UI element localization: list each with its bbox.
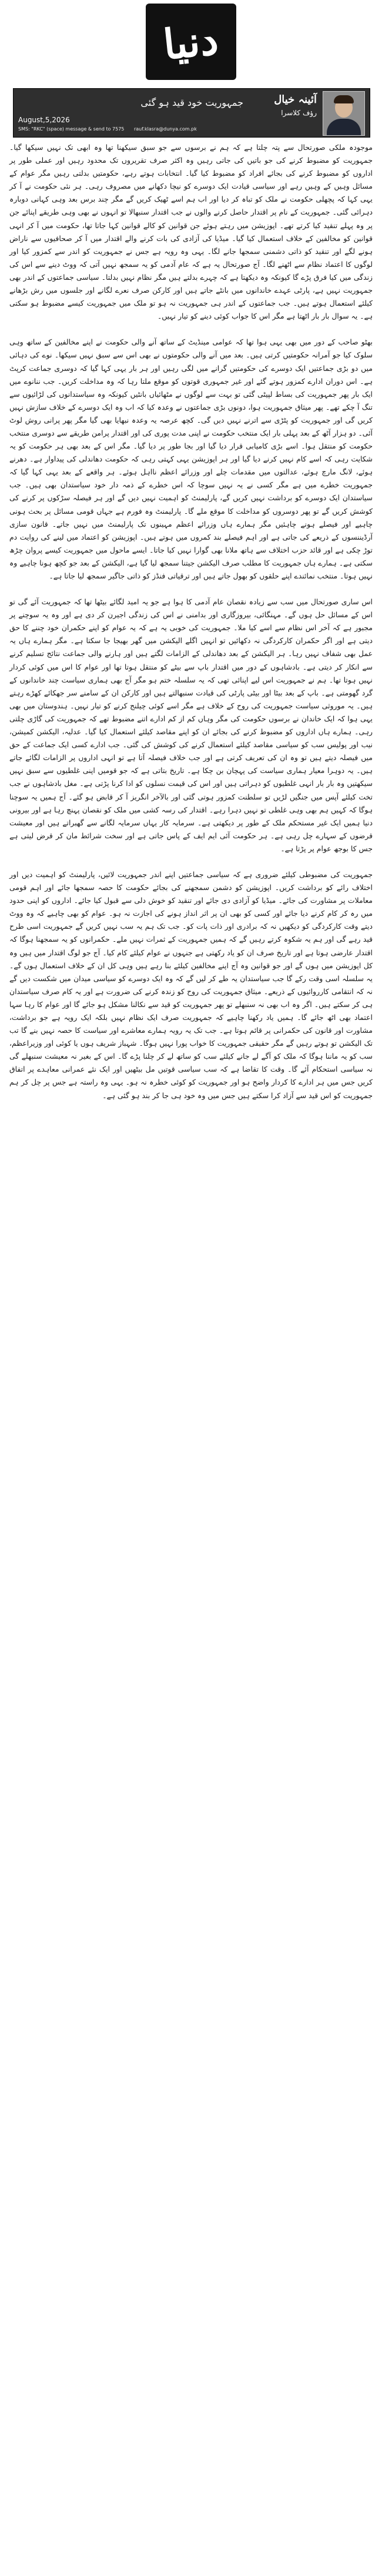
newspaper-logo xyxy=(146,4,236,80)
author-photo xyxy=(323,91,365,136)
contact-info xyxy=(18,126,205,132)
logo-text: دنیا xyxy=(161,14,221,69)
author-name: رؤف کلاسرا xyxy=(281,109,317,117)
article-paragraph: اس ساری صورتحال میں سب سے زیادہ نقصان عام آدمی کا ہوا ہے جو یہ امید لگائے بیٹھا تھا کہ جمہوریت آئے گی تو اس کے مسائل حل ہوں گے۔ مہنگائی، بیروزگاری اور بدامنی نے اس کی زندگی اجیرن کر دی ہے اور وہ یہ سوچنے پر مجبور ہے کہ آخر اس نظام سے اسے کیا ملا۔ جمہوریت کی خوبی یہ ہے کہ یہ عوام کو اپنے حکمران خود چننے کا حق دیتی ہے اور اگر حکمران کارکردگی نہ دکھائیں تو انہیں اگلے الیکشن میں گھر بھیجا جا سکتا ہے۔ مگر ہمارے ہاں یہ عمل بھی شفاف نہیں رہا۔ ہر الیکشن کے بعد دھاندلی کے الزامات لگتے ہیں اور ہارنے والی جماعت نتائج تسلیم کرنے سے انکار کر دیتی ہے۔ بادشاہوں کے دور میں اقتدار باپ سے بیٹے کو منتقل ہوتا تھا اور عوام کا اس میں کوئی کردار نہیں ہوتا تھا۔ ہم نے جمہوریت اس لیے اپنائی تھی کہ یہ سلسلہ ختم ہو مگر آج بھی ہماری سیاست چند خاندانوں کے گرد گھومتی ہے۔ باپ کے بعد بیٹا اور بیٹی پارٹی کی قیادت سنبھالتے ہیں اور کارکن ان کے سامنے سر جھکائے کھڑے رہتے ہیں۔ یہ موروثی سیاست جمہوریت کی روح کے خلاف ہے مگر اسے کوئی چیلنج کرنے کو تیار نہیں۔ ہندوستان میں بھی یہی ہوا کہ ایک خاندان نے برسوں حکومت کی مگر وہاں کم از کم ادارے اتنے مضبوط تھے کہ جمہوریت کی گاڑی چلتی رہی۔ ہمارے ہاں اداروں کو مضبوط کرنے کی بجائے ان کو اپنے مقاصد کیلئے استعمال کیا گیا۔ عدلیہ، الیکشن کمیشن، نیب اور پولیس سب کو سیاسی مقاصد کیلئے استعمال کرنے کی کوشش کی گئی۔ جب ادارے کسی ایک جماعت کے حق میں فیصلہ دیتے ہیں تو وہ ان کی تعریف کرتی ہے اور جب خلاف فیصلہ آتا ہے تو انہی اداروں پر الزامات لگائے جاتے ہیں۔ یہ دوہرا معیار ہماری سیاست کی پہچان بن چکا ہے۔ تاریخ بتاتی ہے کہ جو قومیں اپنی غلطیوں سے سبق نہیں سیکھتیں وہ بار بار انہی غلطیوں کو دہراتی ہیں اور اس کی قیمت نسلوں کو ادا کرنا پڑتی ہے۔ مغل بادشاہوں نے جب تخت کیلئے آپس میں جنگیں لڑیں تو سلطنت کمزور ہوتی گئی اور بالآخر انگریز آ کر قابض ہو گئے۔ آج ہمیں یہ سوچنا ہوگا کہ کہیں ہم بھی وہی غلطی تو نہیں دہرا رہے۔ اقتدار کی رسہ کشی میں ملک کو نقصان پہنچ رہا ہے اور بیرونی دنیا ہمیں ایک غیر مستحکم ملک کے طور پر دیکھتی ہے۔ سرمایہ کار یہاں سرمایہ لگانے سے گھبراتے ہیں اور معیشت قرضوں کے سہارے چل رہی ہے۔ ہر حکومت آئی ایم ایف کے پاس جاتی ہے اور سخت شرائط مان کر قرض لیتی ہے جس کا بوجھ عوام پر پڑتا ہے۔ xyxy=(9,597,373,853)
email-link[interactable]: rauf.klasra@dunya.com.pk xyxy=(133,126,197,132)
article-paragraph: جمہوریت کی مضبوطی کیلئے ضروری ہے کہ سیاسی جماعتیں اپنے اندر جمہوریت لائیں، پارلیمنٹ کو اہمیت دیں اور اختلاف رائے کو برداشت کریں۔ اپوزیشن کو دشمن سمجھنے کی بجائے حکومت کا حصہ سمجھا جائے اور اہم قومی معاملات پر مشاورت کی جائے۔ میڈیا کو آزادی دی جائے اور تنقید کو خوش دلی سے قبول کیا جائے۔ اداروں کو اپنی حدود میں رہ کر کام کرنے دیا جائے اور کسی کو بھی ان پر اثر انداز ہونے کی اجازت نہ ہو۔ عوام کو بھی چاہیے کہ وہ ووٹ دیتے وقت کارکردگی کو دیکھیں نہ کہ برادری اور ذات پات کو۔ جب تک ہم یہ سب نہیں کریں گے جمہوریت اسی طرح قید رہے گی اور ہم یہ شکوہ کرتے رہیں گے کہ ہمیں جمہوریت کے ثمرات نہیں ملے۔ حکمرانوں کو یہ سمجھنا ہوگا کہ اقتدار عارضی ہوتا ہے اور تاریخ صرف ان کو یاد رکھتی ہے جنہوں نے عوام کیلئے کام کیا۔ آج جو لوگ اقتدار میں ہیں وہ کل اپوزیشن میں ہوں گے اور جو قوانین وہ آج اپنے مخالفین کیلئے بنا رہے ہیں وہی کل ان کے خلاف استعمال ہوں گے۔ یہ سلسلہ اسی وقت رکے گا جب سیاستدان یہ طے کر لیں گے کہ وہ ایک دوسرے کو سیاسی میدان میں شکست دیں گے نہ کہ انتقامی کارروائیوں کے ذریعے۔ میثاق جمہوریت کی روح کو زندہ کرنے کی ضرورت ہے اور یہ کام صرف سیاستدان ہی کر سکتے ہیں۔ اگر وہ اب بھی نہ سنبھلے تو پھر جمہوریت کو قید سے نکالنا مشکل ہو جائے گا اور عوام کا رہا سہا اعتماد بھی اٹھ جائے گا۔ ہمیں یاد رکھنا چاہیے کہ جمہوریت صرف ایک نظام نہیں بلکہ ایک رویہ ہے جو برداشت، مشاورت اور قانون کی حکمرانی پر قائم ہوتا ہے۔ جب تک یہ رویہ ہمارے معاشرے اور سیاست کا حصہ نہیں بنے گا تب تک الیکشن تو ہوتے رہیں گے مگر حقیقی جمہوریت کا خواب پورا نہیں ہوگا۔ شہباز شریف ہوں یا کوئی اور وزیراعظم، سب کو یہ ماننا ہوگا کہ ملک کو آگے لے جانے کیلئے سب کو ساتھ لے کر چلنا پڑے گا۔ اس کے بغیر نہ معیشت سنبھلے گی نہ سیاسی استحکام آئے گا۔ وقت کا تقاضا ہے کہ سب سیاسی قوتیں مل بیٹھیں اور ایک نئے عمرانی معاہدے پر اتفاق کریں جس میں ہر ادارے کا کردار واضح ہو اور جمہوریت کو کوئی خطرہ نہ ہو۔ یہی وہ راستہ ہے جس پر چل کر ہم جمہوریت کو اس قید سے آزاد کرا سکتے ہیں جس میں وہ خود ہی جا کر بند ہو گئی ہے۔ xyxy=(9,869,373,1100)
article-headline: جمہوریت خود قید ہو گئی xyxy=(140,97,243,108)
article-paragraph: بھٹو صاحب کے دور میں بھی یہی ہوا تھا کہ عوامی مینڈیٹ کے ساتھ آنے والی حکومت نے اپنے مخالفین کے ساتھ وہی سلوک کیا جو آمرانہ حکومتیں کرتی ہیں۔ بعد میں آنے والی حکومتوں نے بھی اس سے سبق نہیں سیکھا۔ نوے کی دہائی میں دو بڑی جماعتیں ایک دوسرے کی حکومتیں گرانے میں لگی رہیں اور ہر بار یہی کہا گیا کہ دوسری جماعت کرپٹ ہے۔ اس دوران ادارے کمزور ہوتے گئے اور غیر جمہوری قوتوں کو موقع ملتا رہا کہ وہ مداخلت کریں۔ جب ننانوے میں ایک بار پھر جمہوریت کی بساط لپیٹی گئی تو بہت سے لوگوں نے مٹھائیاں بانٹیں کیونکہ وہ سیاستدانوں کی لڑائیوں سے تنگ آ چکے تھے۔ پھر میثاق جمہوریت ہوا، دونوں بڑی جماعتوں نے وعدہ کیا کہ اب وہ ایک دوسرے کے خلاف سازش نہیں کریں گی اور جمہوریت کو پٹڑی سے اترنے نہیں دیں گی۔ کچھ عرصہ یہ وعدہ نبھایا بھی گیا مگر پھر پرانی روش لوٹ آئی۔ دو ہزار آٹھ کے بعد پہلی بار ایک منتخب حکومت نے اپنی مدت پوری کی اور اقتدار پرامن طریقے سے دوسری منتخب حکومت کو منتقل ہوا۔ اسے بڑی کامیابی قرار دیا گیا اور بجا طور پر دیا گیا۔ مگر اس کے بعد بھی ہر حکومت کو یہ شکایت رہی کہ اسے کام نہیں کرنے دیا گیا اور ہر اپوزیشن یہی کہتی رہی کہ حکومت دھاندلی کی پیداوار ہے۔ دھرنے ہوئے، لانگ مارچ ہوئے، عدالتوں میں مقدمات چلے اور وزرائے اعظم نااہل ہوئے۔ ہر واقعے کے بعد یہی کہا گیا کہ جمہوریت خطرے میں ہے مگر کسی نے یہ نہیں سوچا کہ اس خطرے کے ذمہ دار خود سیاستدان بھی ہیں۔ جب سیاستدان ایک دوسرے کو برداشت نہیں کریں گے، پارلیمنٹ کو اہمیت نہیں دیں گے اور ہر فیصلہ سڑکوں پر کرنے کی کوشش کریں گے تو پھر دوسروں کو مداخلت کا موقع ملے گا۔ پارلیمنٹ وہ فورم ہے جہاں قومی مسائل پر بحث ہونی چاہیے اور فیصلے ہونے چاہئیں مگر ہمارے ہاں وزرائے اعظم مہینوں تک پارلیمنٹ میں نہیں جاتے۔ قانون سازی آرڈیننسوں کے ذریعے کی جاتی ہے اور اہم فیصلے بند کمروں میں ہوتے ہیں۔ اپوزیشن کو اعتماد میں لینے کی روایت دم توڑ چکی ہے اور قائد حزب اختلاف سے ہاتھ ملانا بھی گوارا نہیں کیا جاتا۔ ایسے ماحول میں جمہوریت کیسے پروان چڑھ سکتی ہے۔ ہمارے ہاں جمہوریت کا مطلب صرف الیکشن جیتنا سمجھ لیا گیا ہے، الیکشن کے بعد جو کچھ ہونا چاہیے وہ نہیں ہوتا۔ منتخب نمائندے اپنے حلقوں کو بھول جاتے ہیں اور ترقیاتی فنڈز کو ذاتی جاگیر سمجھ لیا جاتا ہے۔ xyxy=(9,337,373,580)
publish-date: August,5,2026 xyxy=(18,116,70,124)
column-banner xyxy=(13,88,370,138)
article-paragraph: موجودہ ملکی صورتحال سے پتہ چلتا ہے کہ ہم نے برسوں سے جو سبق سیکھنا تھا وہ ابھی تک نہیں سیکھا گیا۔ جمہوریت کو مضبوط کرنے کی جو باتیں کی جاتی رہیں وہ اکثر صرف تقریروں تک محدود رہیں اور عملی طور پر اداروں کو مضبوط کرنے کی بجائے افراد کو مضبوط کیا گیا۔ انتخابات ہوتے رہے، حکومتیں بدلتی رہیں مگر عوام کے مسائل وہیں کے وہیں رہے اور سیاسی قیادت ایک دوسرے کو نیچا دکھانے میں مصروف رہی۔ ہر نئی حکومت نے آ کر یہی کہا کہ پچھلی حکومت نے ملک کو تباہ کر دیا اور اب ہم اسے ٹھیک کریں گے مگر چند برس بعد وہی کہانی دوبارہ دہرائی گئی۔ جمہوریت کے نام پر اقتدار حاصل کرنے والوں نے جب اقتدار سنبھالا تو انہوں نے بھی وہی طریقے اپنائے جن پر وہ پہلے تنقید کیا کرتے تھے۔ اپوزیشن میں رہتے ہوئے جن قوانین کو کالے قوانین کہا جاتا تھا، حکومت میں آ کر انہی قوانین کو مخالفین کے خلاف استعمال کیا گیا۔ میڈیا کی آزادی کی بات کرنے والے اقتدار میں آ کر صحافیوں سے ناراض ہونے لگے اور تنقید کو ذاتی دشمنی سمجھا جانے لگا۔ یہی وہ رویہ ہے جس نے جمہوریت کو اندر سے کمزور کیا اور لوگوں کا اعتماد نظام سے اٹھنے لگا۔ آج صورتحال یہ ہے کہ عام آدمی کو یہ سمجھ نہیں آتی کہ ووٹ دینے سے اس کی زندگی میں کیا فرق پڑے گا کیونکہ وہ دیکھتا ہے کہ چہرے بدلتے ہیں مگر نظام نہیں بدلتا۔ سیاسی جماعتوں کے اندر بھی جمہوریت نہیں ہے، پارٹی عہدے خاندانوں میں بانٹے جاتے ہیں اور کارکن صرف نعرے لگانے اور جلسوں میں رش بڑھانے کیلئے استعمال ہوتے ہیں۔ جب جماعتوں کے اندر ہی جمہوریت نہ ہو تو ملک میں جمہوریت کیسے مضبوط ہو سکتی ہے۔ یہ سوال بار بار اٹھتا ہے مگر اس کا جواب کوئی دینے کو تیار نہیں۔ xyxy=(9,143,373,321)
column-name: آئینہ خیال xyxy=(274,93,317,106)
article-body xyxy=(0,141,382,1102)
masthead xyxy=(0,0,382,138)
sms-info: SMS: "RKC" (space) message & send to 7575 xyxy=(18,126,125,132)
